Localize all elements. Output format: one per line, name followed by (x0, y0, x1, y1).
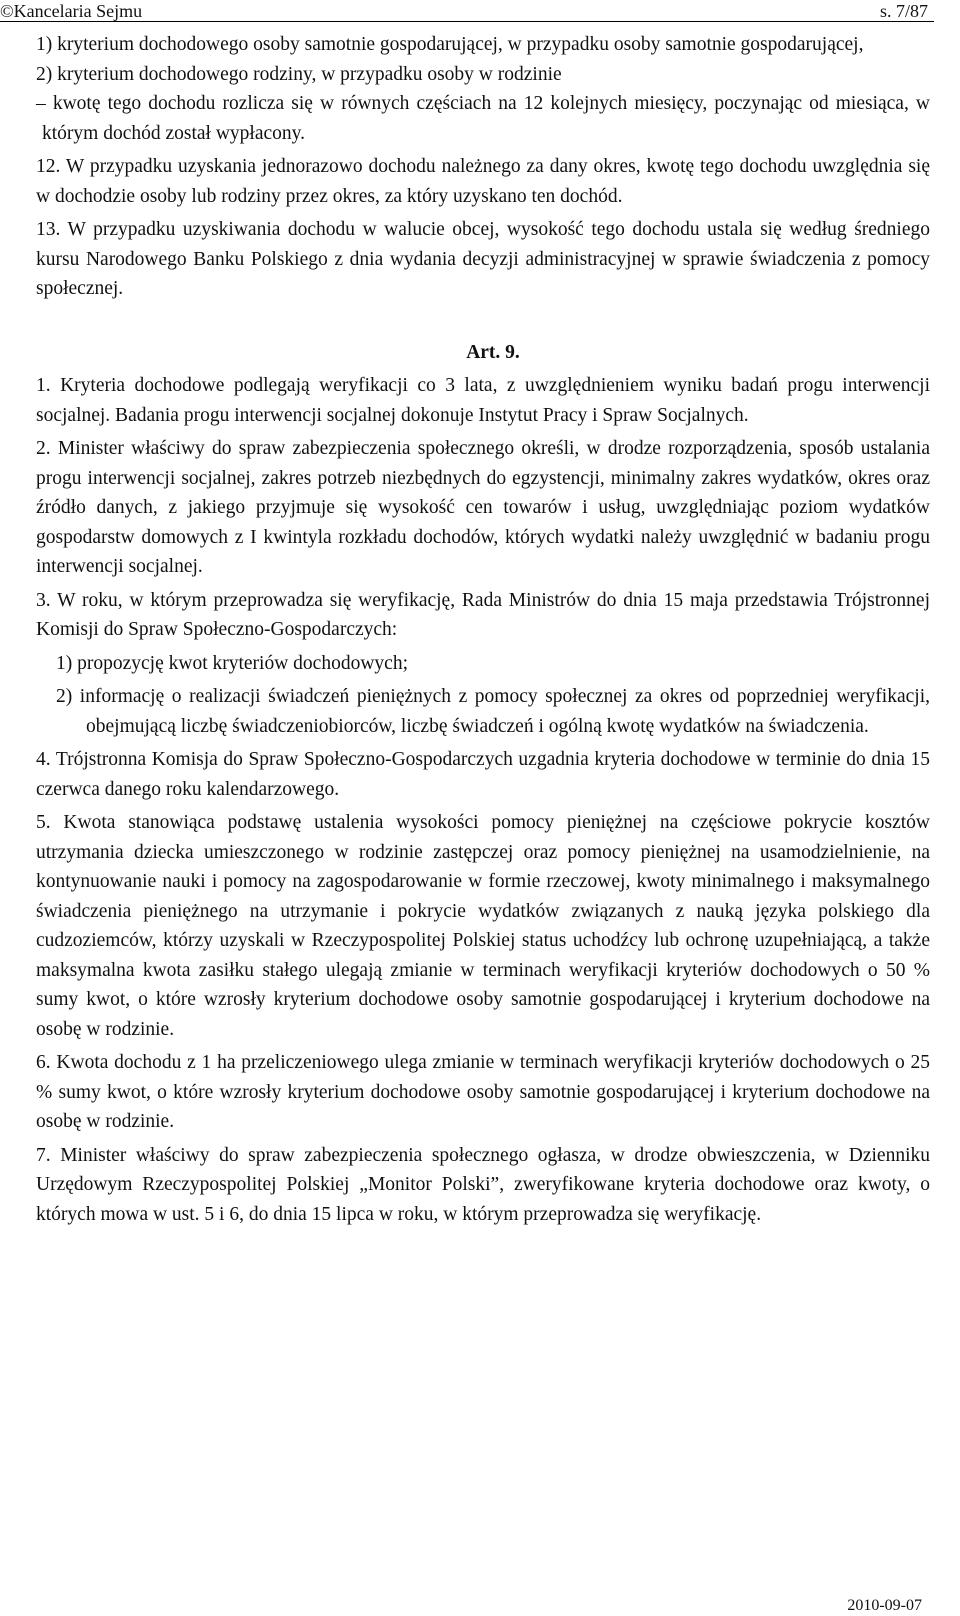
list-item-2: 2) kryterium dochodowego rodziny, w przypadku osoby w rodzinie (36, 63, 562, 85)
article-paragraph-6: 6. Kwota dochodu z 1 ha przeliczeniowego ulega zmianie w terminach weryfikacji kryteriów dochodowych o 25 % sumy kwot, o które wzrosły kryterium dochodowe osoby samotnie gospodarującej i kryterium dochodowe na osobę w rodzinie. (36, 1052, 930, 1132)
article-3-item-1: 1) propozycję kwot kryteriów dochodowych; (56, 652, 408, 674)
document-body (36, 30, 930, 1229)
article-3-item-2: 2) informację o realizacji świadczeń pieniężnych z pomocy społecznej za okres od poprzedniej weryfikacji, obejmującą liczbę świadczeniobiorców, liczbę świadczeń i ogólną kwotę wydatków na świadczenia. (56, 686, 930, 737)
article-paragraph-7: 7. Minister właściwy do spraw zabezpieczenia społecznego ogłasza, w drodze obwieszczenia, w Dzienniku Urzędowym Rzeczypospolitej Polskiej „Monitor Polski”, zweryfikowane kryteria dochodowe oraz kwoty, o których mowa w ust. 5 i 6, do dnia 15 lipca w roku, w którym przeprowadza się weryfikację. (36, 1144, 930, 1225)
footer-date: 2010-09-07 (847, 1597, 922, 1614)
header-divider (0, 21, 934, 22)
article-paragraph-1: 1. Kryteria dochodowe podlegają weryfikacji co 3 lata, z uwzględnieniem wyniku badań progu interwencji socjalnej. Badania progu interwencji socjalnej dokonuje Instytut Pracy i Spraw Socjalnych. (36, 375, 930, 426)
article-paragraph-4: 4. Trójstronna Komisja do Spraw Społeczno-Gospodarczych uzgadnia kryteria dochodowe w terminie do dnia 15 czerwca danego roku kalendarzowego. (36, 749, 930, 800)
paragraph-13: 13. W przypadku uzyskiwania dochodu w walucie obcej, wysokość tego dochodu ustala się według średniego kursu Narodowego Banku Polskiego z dnia wydania decyzji administracyjnej w sprawie świadczenia z pomocy społecznej. (36, 219, 930, 299)
article-paragraph-3: 3. W roku, w którym przeprowadza się weryfikację, Rada Ministrów do dnia 15 maja przedstawia Trójstronnej Komisji do Spraw Społeczno-Gospodarczych: (36, 589, 930, 640)
list-item-1: 1) kryterium dochodowego osoby samotnie gospodarującej, w przypadku osoby samotnie gospodarującej, (36, 34, 864, 55)
page-number: s. 7/87 (879, 1, 928, 21)
header-copyright: ©Kancelaria Sejmu (0, 1, 143, 21)
article-paragraph-2: 2. Minister właściwy do spraw zabezpieczenia społecznego określi, w drodze rozporządzenia, sposób ustalania progu interwencji socjalnej, zakres potrzeb niezbędnych do egzystencji, minimalny zakres wydatków, okres oraz źródło danych, z jakiego przyjmuje się wysokość cen towarów i usług, uwzględniając poziom wydatków gospodarstw domowych z I kwintyla rozkładu dochodów, których wydatki należy uwzględnić w badaniu progu interwencji socjalnej. (36, 438, 930, 577)
paragraph-12: 12. W przypadku uzyskania jednorazowo dochodu należnego za dany okres, kwotę tego dochodu uwzględnia się w dochodzie osoby lub rodziny przez okres, za który uzyskano ten dochód. (36, 156, 930, 207)
article-paragraph-5: 5. Kwota stanowiąca podstawę ustalenia wysokości pomocy pieniężnej na częściowe pokrycie kosztów utrzymania dziecka umieszczonego w rodzinie zastępczej oraz pomocy pieniężnej na usamodzielnienie, na kontynuowanie nauki i pomocy na zagospodarowanie w formie rzeczowej, kwoty minimalnego i maksymalnego świadczenia pieniężnego na utrzymanie i pokrycie wydatków związanych z nauką języka polskiego dla cudzoziemców, którzy uzyskali w Rzeczypospolitej Polskiej status uchodźcy lub ochronę uzupełniającą, a także maksymalna kwota zasiłku stałego ulegają zmianie w terminach weryfikacji kryteriów dochodowych o 50 % sumy kwot, o które wzrosły kryterium dochodowe osoby samotnie gospodarującej i kryterium dochodowe na osobę w rodzinie. (36, 812, 930, 1040)
dash-paragraph: – kwotę tego dochodu rozlicza się w równych częściach na 12 kolejnych miesięcy, poczynając od miesiąca, w którym dochód został wypłacony. (36, 93, 930, 144)
article-title: Art. 9. (466, 341, 520, 363)
